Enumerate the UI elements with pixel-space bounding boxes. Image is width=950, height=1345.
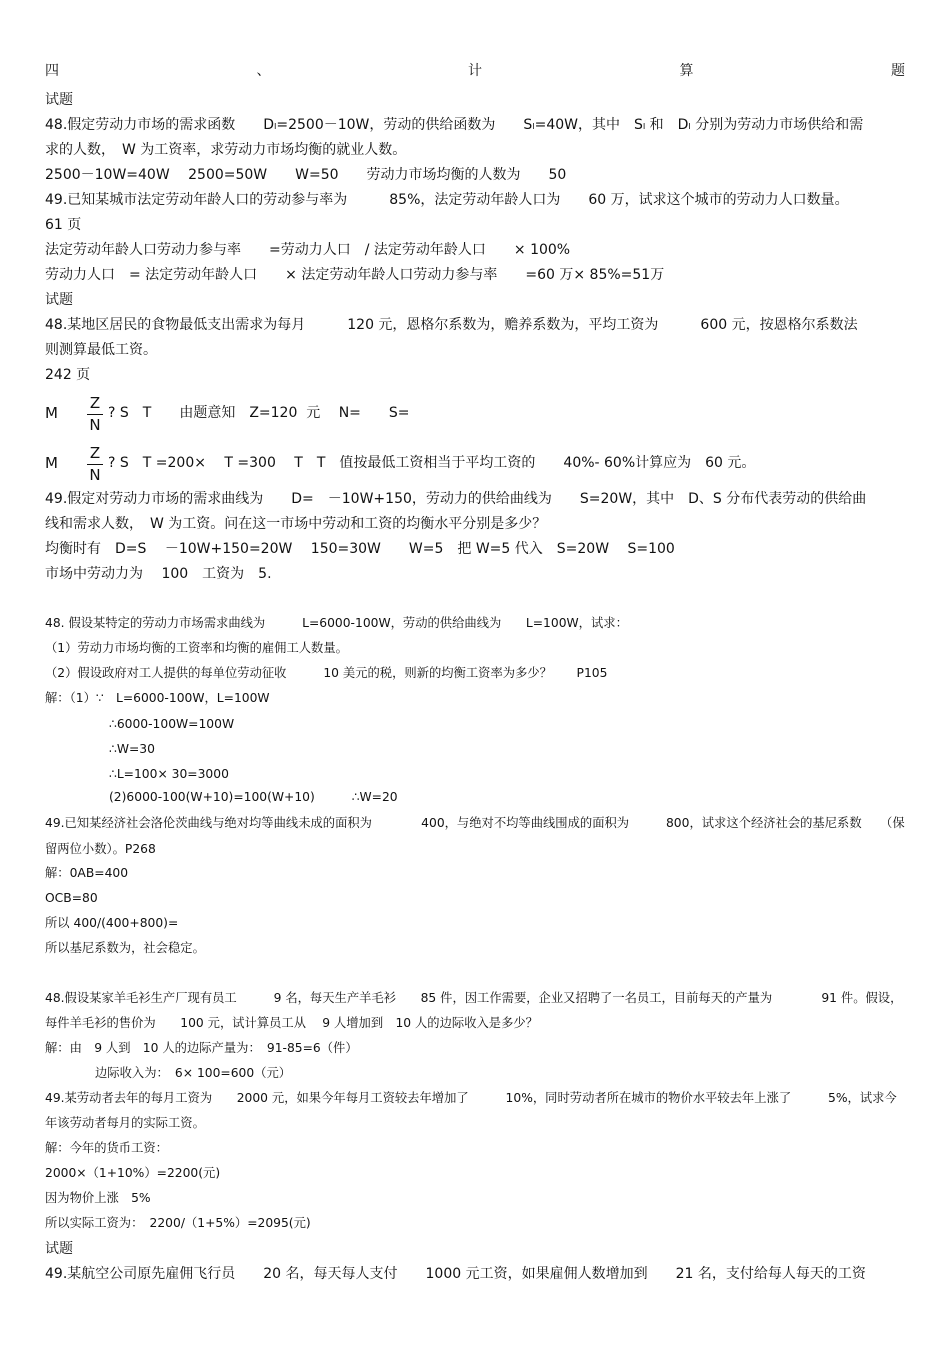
question-text: 48.某地区居民的食物最低支出需求为每月 120 元，恩格尔系数为，赡养系数为，平均工资为 600 元，按恩格尔系数法 [45,317,858,333]
answer-text: OCB=80 [45,891,98,905]
heading-char: 题 [891,63,905,79]
question-text: 年该劳动者每月的实际工资。 [45,1116,205,1130]
answer-text: ∴W=30 [109,742,155,756]
heading-char: 四 [45,63,59,79]
answer-text: 因为物价上涨 5% [45,1191,151,1205]
section-label: 试题 [45,1241,73,1257]
fraction-denominator: N [89,416,101,434]
answer-text: 解：今年的货币工资： [45,1141,168,1155]
answer-text: 解：0AB=400 [45,866,129,880]
question-text: （1）劳动力市场均衡的工资率和均衡的雇佣工人数量。 [45,641,348,655]
answer-text: 解：（1）∵ L=6000-100W，L=100W [45,691,270,705]
fraction-numerator: Z [89,394,101,412]
question-text: 48. 假设某特定的劳动力市场需求曲线为 L=6000-100W，劳动的供给曲线为 L=100W，试求： [45,616,628,630]
question-text: 求的人数， W 为工资率，求劳动力市场均衡的就业人数。 [45,142,407,158]
question-text: 49.某航空公司原先雇佣飞行员 20 名，每天每人支付 1000 元工资，如果雇佣人数增加到 21 名，支付给每人每天的工资 [45,1266,866,1282]
page-reference: 61 页 [45,217,82,233]
formula-symbol: M [45,454,58,472]
question-text: 49.某劳动者去年的每月工资为 2000 元，如果今年每月工资较去年增加了 10%，同时劳动者所在城市的物价水平较去年上涨了 5%，试求今 [45,1091,897,1105]
question-text: （2）假设政府对工人提供的每单位劳动征收 10 美元的税，则新的均衡工资率为多少？ P105 [45,666,608,680]
heading-char: 、 [256,63,271,79]
question-text: 48.假定劳动力市场的需求函数 Dₗ=2500－10W，劳动的供给函数为 Sₗ=40W，其中 Sₗ 和 Dₗ 分别为劳动力市场供给和需 [45,117,864,133]
answer-text: 所以基尼系数为，社会稳定。 [45,941,205,955]
fraction-bar [87,464,103,465]
heading-char: 算 [679,63,694,79]
formula-text: ? S T =200× T =300 T T 值按最低工资相当于平均工资的 40%- 60%计算应为 60 元。 [108,455,756,471]
answer-text: 法定劳动年龄人口劳动力参与率 =劳动力人口 / 法定劳动年龄人口 × 100% [45,242,571,258]
answer-text: 解：由 9 人到 10 人的边际产量为： 91-85=6（件） [45,1041,358,1055]
page-reference: 242 页 [45,367,91,383]
section-label: 试题 [45,92,73,108]
answer-text: ∴6000-100W=100W [109,717,235,731]
question-text: 则测算最低工资。 [45,342,157,358]
fraction-denominator: N [89,466,101,484]
answer-text: 2000×（1+10%）=2200(元) [45,1166,221,1180]
question-text: 线和需求人数， W 为工资。问在这一市场中劳动和工资的均衡水平分别是多少？ [45,516,547,532]
answer-text: 劳动力人口 = 法定劳动年龄人口 × 法定劳动年龄人口劳动力参与率 =60 万× 85%=51万 [45,267,665,283]
question-text: 每件羊毛衫的售价为 100 元，试计算员工从 9 人增加到 10 人的边际收入是多少？ [45,1016,538,1030]
formula-symbol: M [45,404,58,422]
heading-char: 计 [468,63,482,79]
formula-text: ? S T 由题意知 Z=120 元 N= S= [108,405,410,421]
section-label: 试题 [45,292,73,308]
answer-text: (2)6000-100(W+10)=100(W+10) ∴W=20 [109,790,398,804]
answer-text: 2500－10W=40W 2500=50W W=50 劳动力市场均衡的人数为 50 [45,167,567,183]
answer-text: 均衡时有 D=S －10W+150=20W 150=30W W=5 把 W=5 代入 S=20W S=100 [45,541,675,557]
question-text: 留两位小数）。P268 [45,842,156,856]
question-text: 49.已知某城市法定劳动年龄人口的劳动参与率为 85%，法定劳动年龄人口为 60 万，试求这个城市的劳动力人口数量。 [45,192,849,208]
section-heading [45,60,905,80]
answer-text: 市场中劳动力为 100 工资为 5. [45,566,272,582]
fraction-bar [87,414,103,415]
answer-text: ∴L=100× 30=3000 [109,767,229,781]
question-text: 49.已知某经济社会洛伦茨曲线与绝对均等曲线未成的面积为 400，与绝对不均等曲线围成的面积为 800，试求这个经济社会的基尼系数 （保 [45,816,905,830]
fraction-numerator: Z [89,444,101,462]
question-text: 49.假定对劳动力市场的需求曲线为 D= －10W+150，劳动力的供给曲线为 S=20W，其中 D、S 分布代表劳动的供给曲 [45,491,867,507]
question-text: 48.假设某家羊毛衫生产厂现有员工 9 名，每天生产羊毛衫 85 件，因工作需要，企业又招聘了一名员工，目前每天的产量为 91 件。假设， [45,991,903,1005]
answer-text: 边际收入为： 6× 100=600（元） [95,1066,292,1080]
answer-text: 所以实际工资为： 2200/（1+5%）=2095(元) [45,1216,311,1230]
answer-text: 所以 400/(400+800)= [45,916,179,930]
